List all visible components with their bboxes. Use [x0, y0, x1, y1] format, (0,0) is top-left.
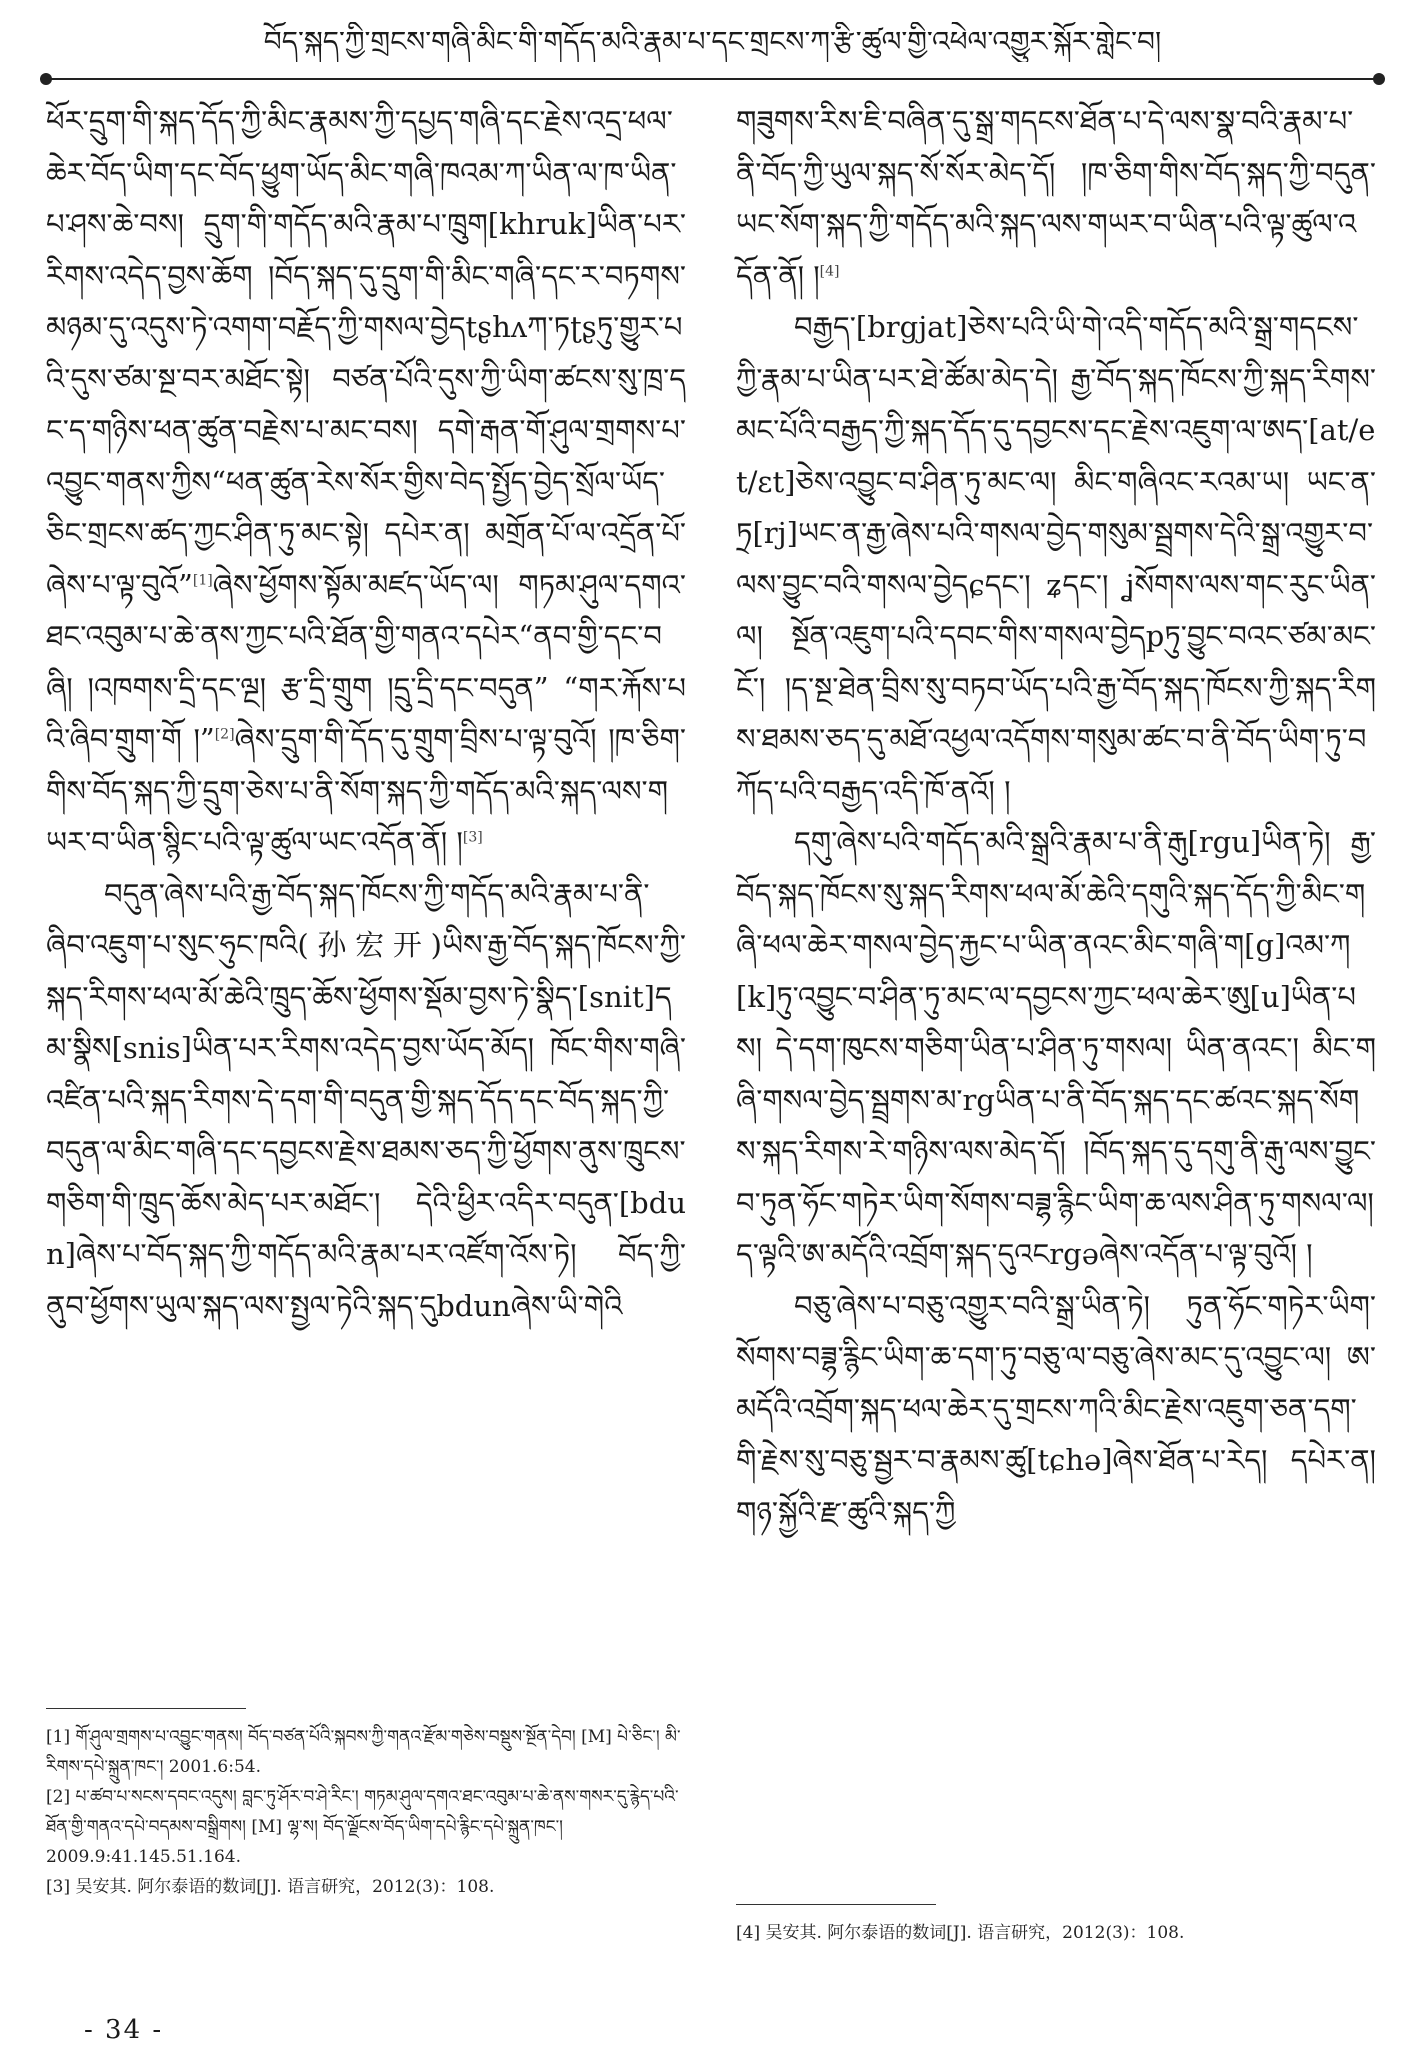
footnote-ref[interactable]: [1] — [192, 571, 213, 588]
paragraph-six: ཕོར་དྲུག་གི་སྐད་དོད་ཀྱི་མིང་རྣམས་ཀྱི་དཔྱད་གཞི་དང་རྗེས་འདྲ་ཕལ་ཆེར་བོད་ཡིག་དང་བོད་ཕྱུག་ཡོད་མིང་གཞི་ཁའམ་ཀ་ཡིན་ལ་ཁ་ཡིན་པ་ཤས་ཆེ་བས། དྲུག་གི་གདོད་མའི་རྣམ་པ་ཁྲུག[khruk]ཡིན་པར་རིགས་འདེད་བྱས་ཆོག །བོད་སྐད་དུ་དྲུག་གི་མིང་གཞི་དང་ར་བཏགས་མཉམ་དུ་འདུས་ཏེ་འགག་བརྗོད་ཀྱི་གསལ་བྱེདtʂhʌཀ་ཏʈʂཏུ་གྱུར་པའི་དུས་ཙམ་སྔ་བར་མཐོང་སྟེ། བཙན་པོའི་དུས་ཀྱི་ཡིག་ཚངས་སུ་ཁྲ་དང་ད་གཉིས་ཕན་ཚུན་བརྗེས་པ་མང་བས། དགེ་རྒན་གོ་ཤུལ་གྲགས་པ་འབྱུང་གནས་ཀྱིས“ཕན་ཚུན་རེས་སོར་གྱིས་བེད་སྤྱོད་བྱེད་སྲོལ་ཡོད་ཅིང་གྲངས་ཚད་ཀྱང་ཤིན་ཏུ་མང་སྟེ། དཔེར་ན། མགྲོན་པོ་ལ་འདྲོན་པོ་ཞེས་པ་ལྟ་བུའོ”[1]ཞེས་ཕྱོགས་སྟོམ་མཛད་ཡོད་ལ། གཏམ་ཤུལ་དགའ་ཐང་འབུམ་པ་ཆེ་ནས་ཀྱང་པའི་ཐོན་གྱི་གནའ་དཔེར“ནབ་གྱི་དང་བཞི། །འཁགས་དྲི་དང་ལྔ། རྩ་དྲི་གྲུག །དྲུ་དྲི་དང་བདུན” “གར་རྐོས་པའི་ཞིབ་གྲུག་གོ །”[2]ཞེས་དྲུག་གི་དོད་དུ་གྲུག་བྲིས་པ་ལྟ་བུའོ། །ཁ་ཅིག་གིས་བོད་སྐད་ཀྱི་དྲུག་ཅེས་པ་ནི་སོག་སྐད་ཀྱི་གདོད་མའི་སྐད་ལས་གཡར་བ་ཡིན་སྙིང་པའི་ལྟ་ཚུལ་ཡང་འདོན་ནོ། །[3] — [46, 104, 686, 859]
footnote-ref[interactable]: [2] — [214, 726, 235, 743]
header-rule-right-dot — [1373, 73, 1385, 85]
running-header: བོད་སྐད་ཀྱི་གྲངས་གཞི་མིང་གི་གདོད་མའི་རྣམ་པ་དང་གྲངས་ཀ་རྩི་ཚུལ་གྱི་འཕེལ་འགྱུར་སྐོར་གླེང་བ། — [263, 25, 1162, 58]
footnotes-left — [46, 1722, 686, 1902]
footnote-1: [1] གོ་ཤུལ་གྲགས་པ་འབྱུང་གནས། བོད་བཙན་པོའི་སྐབས་ཀྱི་གནའ་རྫོམ་གཅེས་བསྡུས་སྔོན་དེབ། [M] པེ་ཅིང་། མི་རིགས་དཔེ་སྐྲུན་ཁང་། 2001.6:54. — [46, 1727, 681, 1777]
footnote-rule-right — [736, 1904, 936, 1905]
page-number: - 34 - — [84, 2015, 164, 2045]
footnote-rule-left — [46, 1708, 246, 1709]
footnote-2: [2] པ་ཚབ་པ་སངས་དབང་འདུས། བླང་ཏུ་ཤོར་བ་ཤེ་རིང་། གཏམ་ཤུལ་དགའ་ཐང་འབུམ་པ་ཆེ་ནས་གསར་དུ་རྙེད་པའི་ཐོན་གྱི་གནའ་དཔེ་བདམས་བསྒྲིགས། [M] ལྷ་ས། བོད་ལྗོངས་བོད་ཡིག་དཔེ་རྙིང་དཔེ་སྐྲུན་ཁང་། 2009.9:41.145.51.164. — [46, 1787, 679, 1867]
paragraph-seven-cont: གཟུགས་རིས་ཇི་བཞིན་དུ་སྒྲ་གདངས་ཐོན་པ་དེ་ལས་སྣ་བའི་རྣམ་པ་ནི་བོད་ཀྱི་ཡུལ་སྐད་སོ་སོར་མེད་དོ། །ཁ་ཅིག་གིས་བོད་སྐད་ཀྱི་བདུན་ཡང་སོག་སྐད་ཀྱི་གདོད་མའི་སྐད་ལས་གཡར་བ་ཡིན་པའི་ལྟ་ཚུལ་འདོན་ནོ། །[4] — [736, 104, 1376, 293]
footnote-4: [4] 吴安其. 阿尔泰语的数词[J]. 语言研究，2012(3)：108. — [736, 1923, 1185, 1943]
left-column — [46, 96, 686, 1332]
right-column — [736, 96, 1376, 1538]
footnote-ref[interactable]: [4] — [819, 262, 840, 279]
paragraph-nine: དགུ་ཞེས་པའི་གདོད་མའི་སྒྲའི་རྣམ་པ་ནི་རྒུ[rgu]ཡིན་ཏེ། རྒྱ་བོད་སྐད་ཁོངས་སུ་སྐད་རིགས་ཕལ་མོ་ཆེའི་དགུའི་སྐད་དོད་ཀྱི་མིང་གཞི་ཕལ་ཆེར་གསལ་བྱེད་རྐྱང་པ་ཡིན་ནའང་མིང་གཞི་ག[g]འམ་ཀ[k]ཏུ་འབྱུང་བ་ཤིན་ཏུ་མང་ལ་དབྱངས་ཀྱང་ཕལ་ཆེར་ཨུ[u]ཡིན་པས། དེ་དག་ཁུངས་གཅིག་ཡིན་པ་ཤིན་ཏུ་གསལ། ཡིན་ནའང་། མིང་གཞི་གསལ་བྱེད་སྦྲགས་མ་rgཡིན་པ་ནི་བོད་སྐད་དང་ཚའང་སྐད་སོགས་སྐད་རིགས་རེ་གཉིས་ལས་མེད་དོ། །བོད་སྐད་དུ་དགུ་ནི་རྒུ་ལས་བྱུང་བ་ཏུན་ཧོང་གཏེར་ཡིག་སོགས་བཟྷ་རྙིང་ཡིག་ཆ་ལས་ཤིན་ཏུ་གསལ་ལ། ད་ལྟའི་ཨ་མདོའི་འབྲོག་སྐད་དུའངrgəཞེས་འདོན་པ་ལྟ་བུའོ། ། — [736, 825, 1376, 1271]
paragraph-ten: བཅུ་ཞེས་པ་བཅུ་འགྱུར་བའི་སྒྲ་ཡིན་ཏེ། ཏུན་ཧོང་གཏེར་ཡིག་སོགས་བཟྷ་རྙིང་ཡིག་ཆ་དག་ཏུ་བཅུ་ལ་བཅུ་ཞེས་མང་དུ་འབྱུང་ལ། ཨ་མདོའི་འབྲོག་སྐད་ཕལ་ཆེར་དུ་གྲངས་ཀའི་མིང་རྗེས་འཇུག་ཅན་དག་གི་རྗེས་སུ་བཅུ་སྦྱར་བ་རྣམས་ཚུ[tɕhə]ཞེས་ཐོན་པ་རེད། དཔེར་ན། གཉ་སྐྱོའི་རྫ་ཚུའི་སྐད་ཀྱི — [736, 1288, 1376, 1529]
footnote-ref[interactable]: [3] — [462, 829, 483, 846]
paragraph-eight: བརྒྱད་[brgjat]ཅེས་པའི་ཡི་གེ་འདི་གདོད་མའི་སྒྲ་གདངས་ཀྱི་རྣམ་པ་ཡིན་པར་ཐེ་ཚོམ་མེད་དེ། རྒྱ་བོད་སྐད་ཁོངས་ཀྱི་སྐད་རིགས་མང་པོའི་བརྒྱད་ཀྱི་སྐད་དོད་དུ་དབྱངས་དང་རྗེས་འཇུག་ལ་ཨད་[at/et/ɛt]ཅེས་འབྱུང་བ་ཤིན་ཏུ་མང་ལ། མིང་གཞིའང་རའམ་ཡ། ཡང་ན་ཏྲ[rj]ཡང་ན་རྒྱ་ཞེས་པའི་གསལ་བྱེད་གསུམ་སྦྲགས་དེའི་སྒྲ་འགྱུར་བ་ལས་བྱུང་བའི་གསལ་བྱེདɕདང་། ʑདང་། ʝསོགས་ལས་གང་རུང་ཡིན་ལ། སྔོན་འཇུག་པའི་དབང་གིས་གསལ་བྱེདpཏུ་བྱུང་བའང་ཙམ་མང་ངོ་། །ད་སྔ་ཐེན་བྲིས་སུ་བཏབ་ཡོད་པའི་རྒྱ་བོད་སྐད་ཁོངས་ཀྱི་སྐད་རིགས་ཐམས་ཅད་དུ་མཐོ་འཕྱལ་འདོགས་གསུམ་ཚང་བ་ནི་བོད་ཡིག་ཏུ་བཀོད་པའི་བརྒྱད་འདི་ཁོ་ནའོ། ། — [736, 310, 1376, 808]
footnotes-right — [736, 1918, 1376, 1948]
footnote-3: [3] 吴安其. 阿尔泰语的数词[J]. 语言研究，2012(3)：108. — [46, 1877, 495, 1897]
paragraph-seven: བདུན་ཞེས་པའི་རྒྱ་བོད་སྐད་ཁོངས་ཀྱི་གདོད་མའི་རྣམ་པ་ནི་ཞིབ་འཇུག་པ་སུང་ཧུང་ཁའི(孙宏开)ཡིས་རྒྱ་བོད་སྐད་ཁོངས་ཀྱི་སྐད་རིགས་ཕལ་མོ་ཆེའི་ཁྲུད་ཆོས་ཕྱོགས་སྡོམ་བྱས་ཏེ་སྣིད་[snit]དམ་སྣིས[snis]ཡིན་པར་རིགས་འདེད་བྱས་ཡོད་མོད། ཁོང་གིས་གཞི་འཛིན་པའི་སྐད་རིགས་དེ་དག་གི་བདུན་གྱི་སྐད་དོད་དང་བོད་སྐད་ཀྱི་བདུན་ལ་མིང་གཞི་དང་དབྱངས་རྗེས་ཐམས་ཅད་ཀྱི་ཕྱོགས་ནུས་ཁྲུངས་གཅིག་གི་ཁྲུད་ཆོས་མེད་པར་མཐོང་། དེའི་ཕྱིར་འདིར་བདུན་[bdun]ཞེས་པ་བོད་སྐད་ཀྱི་གདོད་མའི་རྣམ་པར་འཛོག་འོས་ཏེ། བོད་ཀྱི་ནུབ་ཕྱོགས་ཡུལ་སྐད་ལས་སྤྱལ་ཏེའི་སྐད་དུbdunཞེས་ཡི་གེའི — [46, 876, 686, 1323]
header-rule — [48, 78, 1377, 80]
